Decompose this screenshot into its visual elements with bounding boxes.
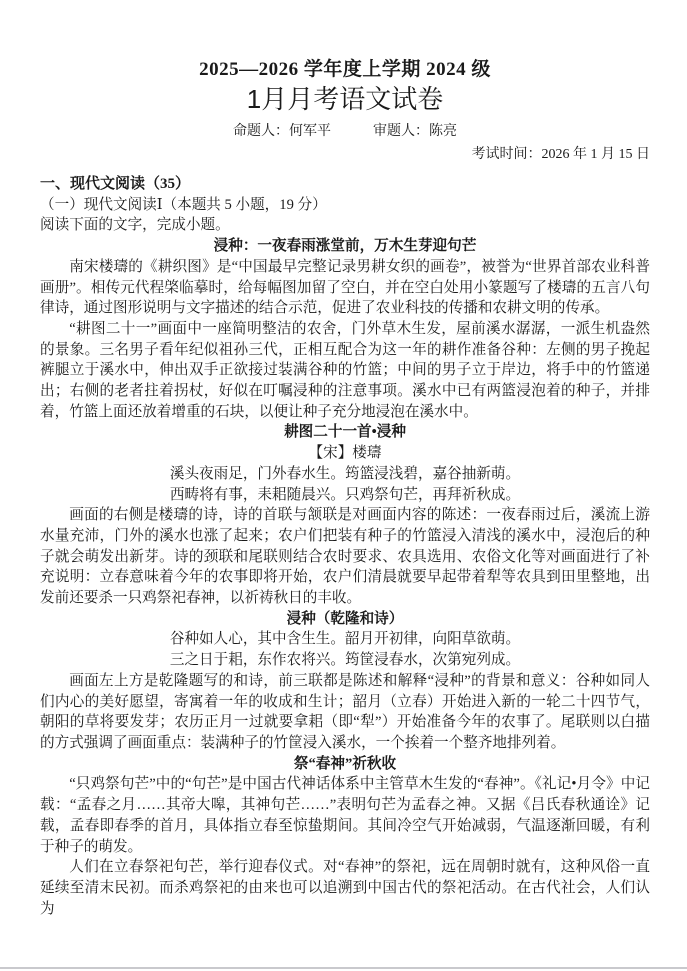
article-paragraph-1: 南宋楼璹的《耕织图》是“中国最早完整记录男耕女织的画卷”，被誉为“世界首部农业科普画册”。相传元代程棨临摹时，给每幅图加留了空白，并在空白处用小篆题写了楼璹的五言八句律诗，通过图形说明与文字描述的结合示范，促进了农业科技的传播和农耕文明的传承。 [40, 258, 650, 317]
exam-authors-line [40, 122, 650, 142]
poem-song-line-1: 溪头夜雨足，门外春水生。筠篮浸浅碧，嘉谷抽新萌。 [169, 465, 521, 482]
section-subheading: （一）现代文阅读Ⅰ（本题共 5 小题，19 分） [40, 196, 327, 213]
reading-instruction: 阅读下面的文字，完成小题。 [40, 217, 230, 234]
article-paragraph-5: “只鸡祭句芒”中的“句芒”是中国古代神话体系中主管草木生发的“春神”。《礼记•月令》中记载：“孟春之月……其帝大嗥，其神句芒……”表明句芒为孟春之神。又据《吕氏春秋通诠》记载，孟春即春季的首月，具体指立春至惊蛰期间。其间冷空气开始减弱，气温逐渐回暖，有利于种子的萌发。 [40, 776, 650, 855]
exam-title: 1月月考语文试卷 [246, 84, 444, 114]
poem-song-title: 耕图二十一首•浸种 [284, 424, 406, 441]
poem-song-author: 【宋】楼璹 [308, 445, 382, 462]
poem-song-block [40, 422, 650, 505]
article-paragraph-6: 人们在立春祭祀句芒，举行迎春仪式。对“春神”的祭祀，远在周朝时就有，这种风俗一直延续至清末民初。而杀鸡祭祀的由来也可以追溯到中国古代的祭祀活动。在古代社会，人们认为 [40, 859, 650, 917]
page-bottom-edge-line [0, 967, 687, 969]
article-paragraph-3: 画面的右侧是楼璹的诗，诗的首联与颔联是对画面内容的陈述：一夜春雨过后，溪流上游水量充沛，门外的溪水也涨了起来；农户们把装有种子的竹篮浸入清浅的溪水中，浸泡后的种子就会萌发出新芽。诗的颈联和尾联则结合农时要求、农具选用、农俗文化等对画面进行了补充说明：立春意味着今年的农事即将开始，农户们清晨就要早起带着犁等农具到田里整地，出发前还要杀一只鸡祭祀春神，以祈祷秋日的丰收。 [40, 507, 650, 607]
poem-qianlong-line-1: 谷种如人心，其中含生生。韶月开初律，向阳草欲萌。 [169, 631, 521, 648]
poem-qianlong-line-2: 三之日于耜，东作农将兴。筠筐浸春水，次第宛列成。 [169, 652, 521, 669]
session-title: 2025—2026 学年度上学期 2024 级 [199, 59, 491, 80]
article-title: 浸种：一夜春雨涨堂前，万木生芽迎句芒 [213, 238, 477, 255]
section-heading: 一、现代文阅读（35） [40, 176, 191, 192]
article-paragraph-4: 画面左上方是乾隆题写的和诗，前三联都是陈述和解释“浸种”的背景和意义：谷种如同人们内心的美好愿望，寄寓着一年的收成和生计；韶月（立春）开始进入新的一轮二十四节气，朝阳的草将要发芽；农历正月一过就要拿耜（即“犁”）开始准备今年的农事了。尾联则以白描的方式强调了画面重点：装满种子的竹筐浸入溪水，一个挨着一个整齐地排列着。 [40, 672, 650, 751]
exam-time: 考试时间：2026 年 1 月 15 日 [471, 147, 650, 162]
setter-label: 命题人：何军平 [233, 124, 331, 139]
reviewer-label: 审题人：陈亮 [373, 124, 457, 139]
article-paragraph-2: “耕图二十一”画面中一座简明整洁的农舍，门外草木生发，屋前溪水潺潺，一派生机盎然的景象。三名男子看年纪似祖孙三代，正相互配合为这一年的耕作准备谷种：左侧的男子挽起裤腿立于溪水中，伸出双手正欲接过装满谷种的竹篮；中间的男子立于岸边，将手中的竹篮递出；右侧的老者拄着拐杖，好似在叮嘱浸种的注意事项。溪水中已有两篮浸泡着的种子，并排着，竹篮上面还放着增重的石块，以便让种子充分地浸泡在溪水中。 [40, 320, 650, 420]
article-subtitle-spring-god: 祭“春神”祈秋收 [293, 755, 397, 772]
poem-song-line-2: 西畴将有事，耒耜随晨兴。只鸡祭句芒，再拜祈秋成。 [169, 486, 521, 503]
poem-qianlong-title: 浸种（乾隆和诗） [286, 610, 404, 627]
poem-qianlong-block [40, 609, 650, 671]
